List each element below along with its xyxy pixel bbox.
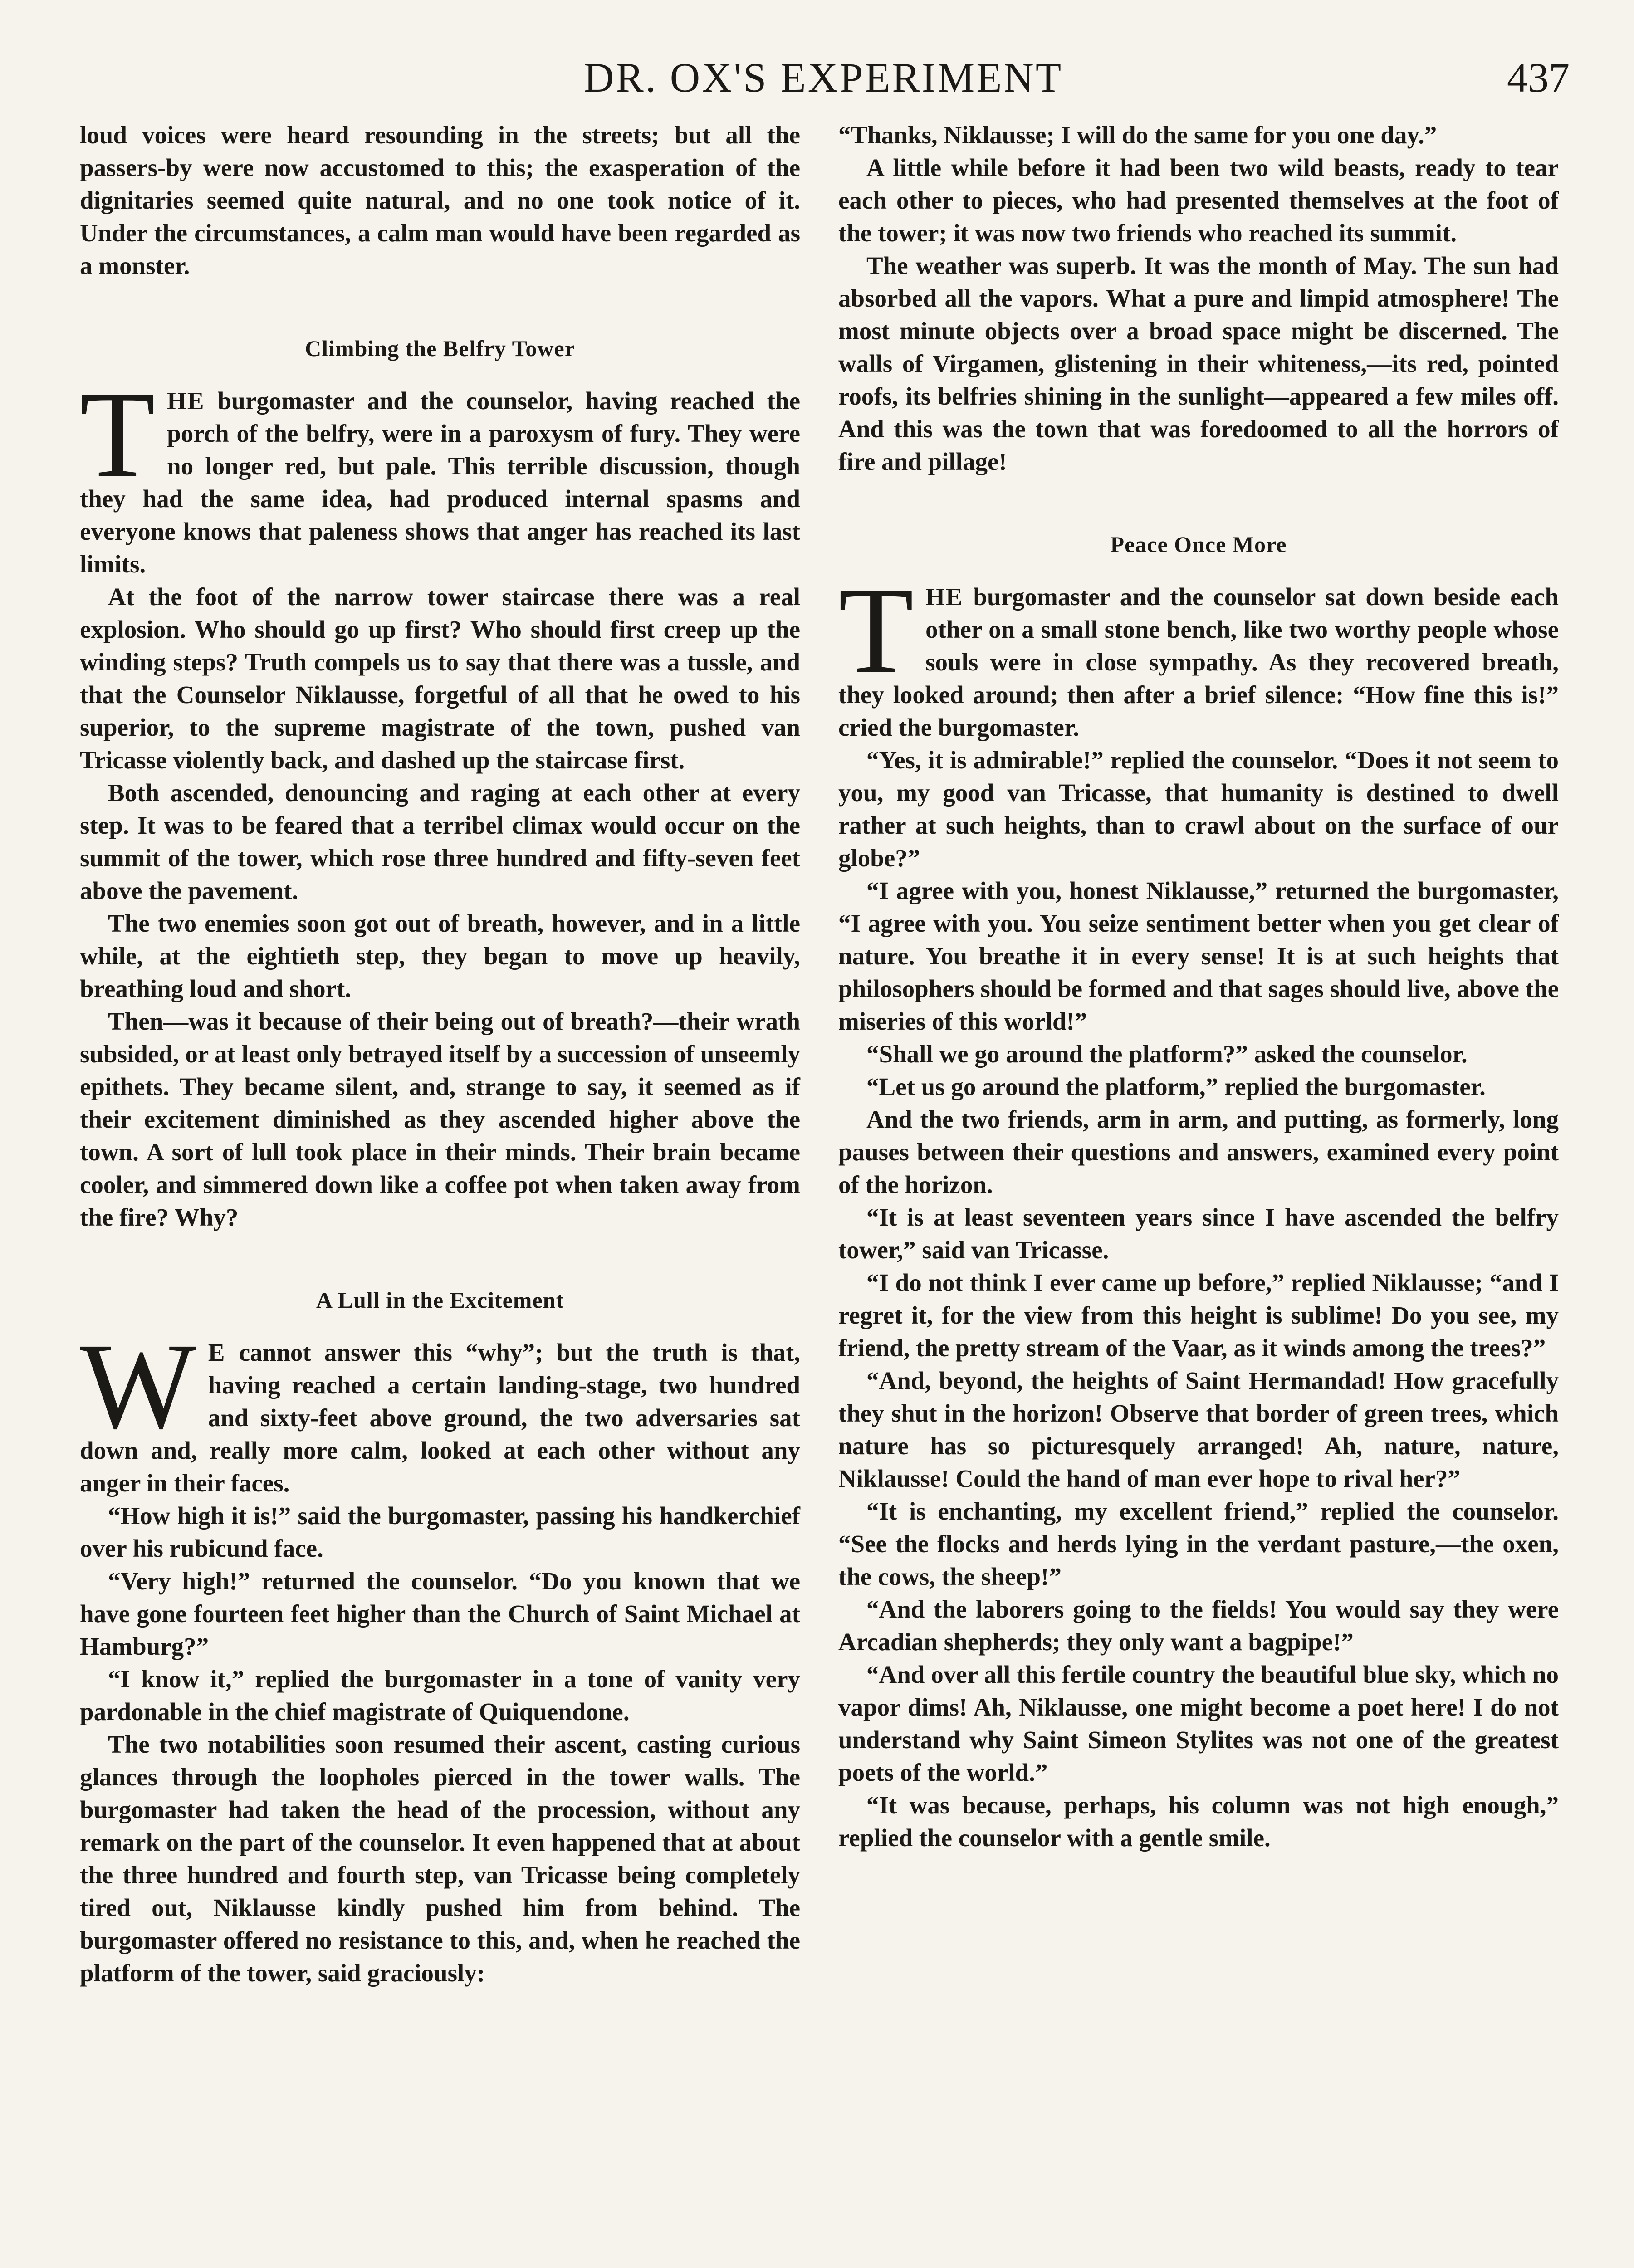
section-heading: A Lull in the Excitement: [316, 1287, 564, 1313]
paragraph: At the foot of the narrow tower staircase there was a real explosion. Who should go up first? Who should first creep up the winding steps? Truth compels us to say that there was a tussle, and that the Counselor Niklausse, forgetful of all that he owed to his superior, to the supreme magistrate of the town, pushed van Tricasse violently back, and dashed up the staircase first.: [80, 583, 800, 774]
paragraph-dropcap: [80, 366, 800, 581]
paragraph: “It is enchanting, my excellent friend,” replied the counselor. “See the flocks and herds lying in the verdant pasture,—the oxen, the cows, the sheep!”: [838, 1497, 1559, 1590]
section-heading: Peace Once More: [1110, 532, 1287, 557]
paragraph: “I do not think I ever came up before,” replied Niklausse; “and I regret it, for the view from this height is sublime! Do you see, my friend, the pretty stream of the Vaar, as it winds among the trees?”: [838, 1269, 1559, 1362]
page-number: 437: [1507, 54, 1570, 101]
paragraph-text: burgomaster and the counselor sat down beside each other on a small stone bench, like two worthy people whose souls were in close sympathy. As they recovered breath, they looked around; then after a brief silence: “How fine this is!” cried the burgomaster.: [838, 583, 1559, 741]
small-caps-lead: HE: [167, 387, 205, 415]
paragraph: “I know it,” replied the burgomaster in a tone of vanity very pardonable in the chief magistrate of Quiquendone.: [80, 1665, 800, 1725]
drop-cap: T: [80, 366, 156, 503]
paragraph: Then—was it because of their being out of breath?—their wrath subsided, or at least only betrayed itself by a succession of unseemly epithets. They became silent, and, strange to say, it seemed as if their excitement diminished as they ascended higher above the town. A sort of lull took place in their minds. Their brain became cooler, and simmered down like a coffee pot when taken away from the fire? Why?: [80, 1007, 800, 1231]
drop-cap: T: [838, 562, 914, 699]
right-column: [838, 119, 1559, 1854]
paragraph: “Very high!” returned the counselor. “Do you known that we have gone fourteen feet higher than the Church of Saint Michael at Hamburg?”: [80, 1567, 800, 1660]
paragraph: “And the laborers going to the fields! You would say they were Arcadian shepherds; they only want a bagpipe!”: [838, 1595, 1559, 1656]
drop-cap: W: [80, 1318, 196, 1454]
paragraph: “How high it is!” said the burgomaster, passing his handkerchief over his rubicund face.: [80, 1502, 800, 1562]
paragraph: “And over all this fertile country the beautiful blue sky, which no vapor dims! Ah, Niklausse, one might become a poet here! I do not understand why Saint Simeon Stylites was not one of the greatest poets of the world.”: [838, 1661, 1559, 1786]
paragraph-text: burgomaster and the counselor, having reached the porch of the belfry, were in a paroxysm of fury. They were no longer red, but pale. This terrible discussion, though they had the same idea, had produced internal spasms and everyone knows that paleness shows that anger has reached its last limits.: [80, 387, 800, 578]
paragraph: And the two friends, arm in arm, and putting, as formerly, long pauses between their questions and answers, examined every point of the horizon.: [838, 1105, 1559, 1198]
paragraph: loud voices were heard resounding in the streets; but all the passers-by were now accustomed to this; the exasperation of the dignitaries seemed quite natural, and no one took notice of it. Under the circumstances, a calm man would have been regarded as a monster.: [80, 121, 800, 279]
paragraph: “Thanks, Niklausse; I will do the same for you one day.”: [838, 121, 1437, 149]
paragraph: Both ascended, denouncing and raging at each other at every step. It was to be feared that a terribel climax would occur on the summit of the tower, which rose three hundred and fifty-seven feet above the pavement.: [80, 779, 800, 904]
paragraph: “And, beyond, the heights of Saint Hermandad! How gracefully they shut in the horizon! Observe that border of green trees, which nature has so picturesquely arranged! Ah, nature, nature, Niklausse! Could the hand of man ever hope to rival her?”: [838, 1367, 1559, 1492]
paragraph: “I agree with you, honest Niklausse,” returned the burgomaster, “I agree with you. You seize sentiment better when you get clear of nature. You breathe it in every sense! It is at such heights that philosophers should be formed and that sages should live, above the miseries of this world!”: [838, 877, 1559, 1035]
paragraph: “Let us go around the platform,” replied the burgomaster.: [866, 1073, 1486, 1100]
paragraph: “Shall we go around the platform?” asked the counselor.: [866, 1040, 1468, 1068]
small-caps-lead: E: [208, 1339, 226, 1366]
paragraph: The two notabilities soon resumed their ascent, casting curious glances through the loopholes pierced in the tower walls. The burgomaster had taken the head of the procession, without any remark on the part of the counselor. It even happened that at about the three hundred and fourth step, van Tricasse being completely tired out, Niklausse kindly pushed him from behind. The burgomaster offered no resistance to this, and, when he reached the platform of the tower, said graciously:: [80, 1730, 800, 1987]
paragraph-text: cannot answer this “why”; but the truth is that, having reached a certain landing-stage, two hundred and sixty-feet above ground, the two adversaries sat down and, really more calm, looked at each other without any anger in their faces.: [80, 1339, 800, 1497]
paragraph: “It was because, perhaps, his column was not high enough,” replied the counselor with a gentle smile.: [838, 1791, 1559, 1852]
paragraph: “Yes, it is admirable!” replied the counselor. “Does it not seem to you, my good van Tricasse, that humanity is destined to dwell rather at such heights, than to crawl about on the surface of our globe?”: [838, 746, 1559, 872]
paragraph: The weather was superb. It was the month of May. The sun had absorbed all the vapors. What a pure and limpid atmosphere! The most minute objects over a broad space might be discerned. The walls of Virgamen, glistening in their whiteness,—its red, pointed roofs, its belfries shining in the sunlight—appeared a few miles off. And this was the town that was foredoomed to all the horrors of fire and pillage!: [838, 252, 1559, 475]
paragraph-dropcap: [838, 562, 1559, 744]
page-header: [77, 54, 1570, 112]
small-caps-lead: HE: [925, 583, 964, 611]
running-title: DR. OX'S EXPERIMENT: [583, 54, 1063, 101]
left-column: [80, 119, 800, 1989]
section-heading: Climbing the Belfry Tower: [305, 336, 575, 361]
paragraph: “It is at least seventeen years since I have ascended the belfry tower,” said van Tricasse.: [838, 1203, 1559, 1264]
paragraph-dropcap: [80, 1318, 800, 1500]
paragraph: A little while before it had been two wild beasts, ready to tear each other to pieces, who had presented themselves at the foot of the tower; it was now two friends who reached its summit.: [838, 154, 1559, 247]
paragraph: The two enemies soon got out of breath, however, and in a little while, at the eightieth step, they began to move up heavily, breathing loud and short.: [80, 909, 800, 1002]
